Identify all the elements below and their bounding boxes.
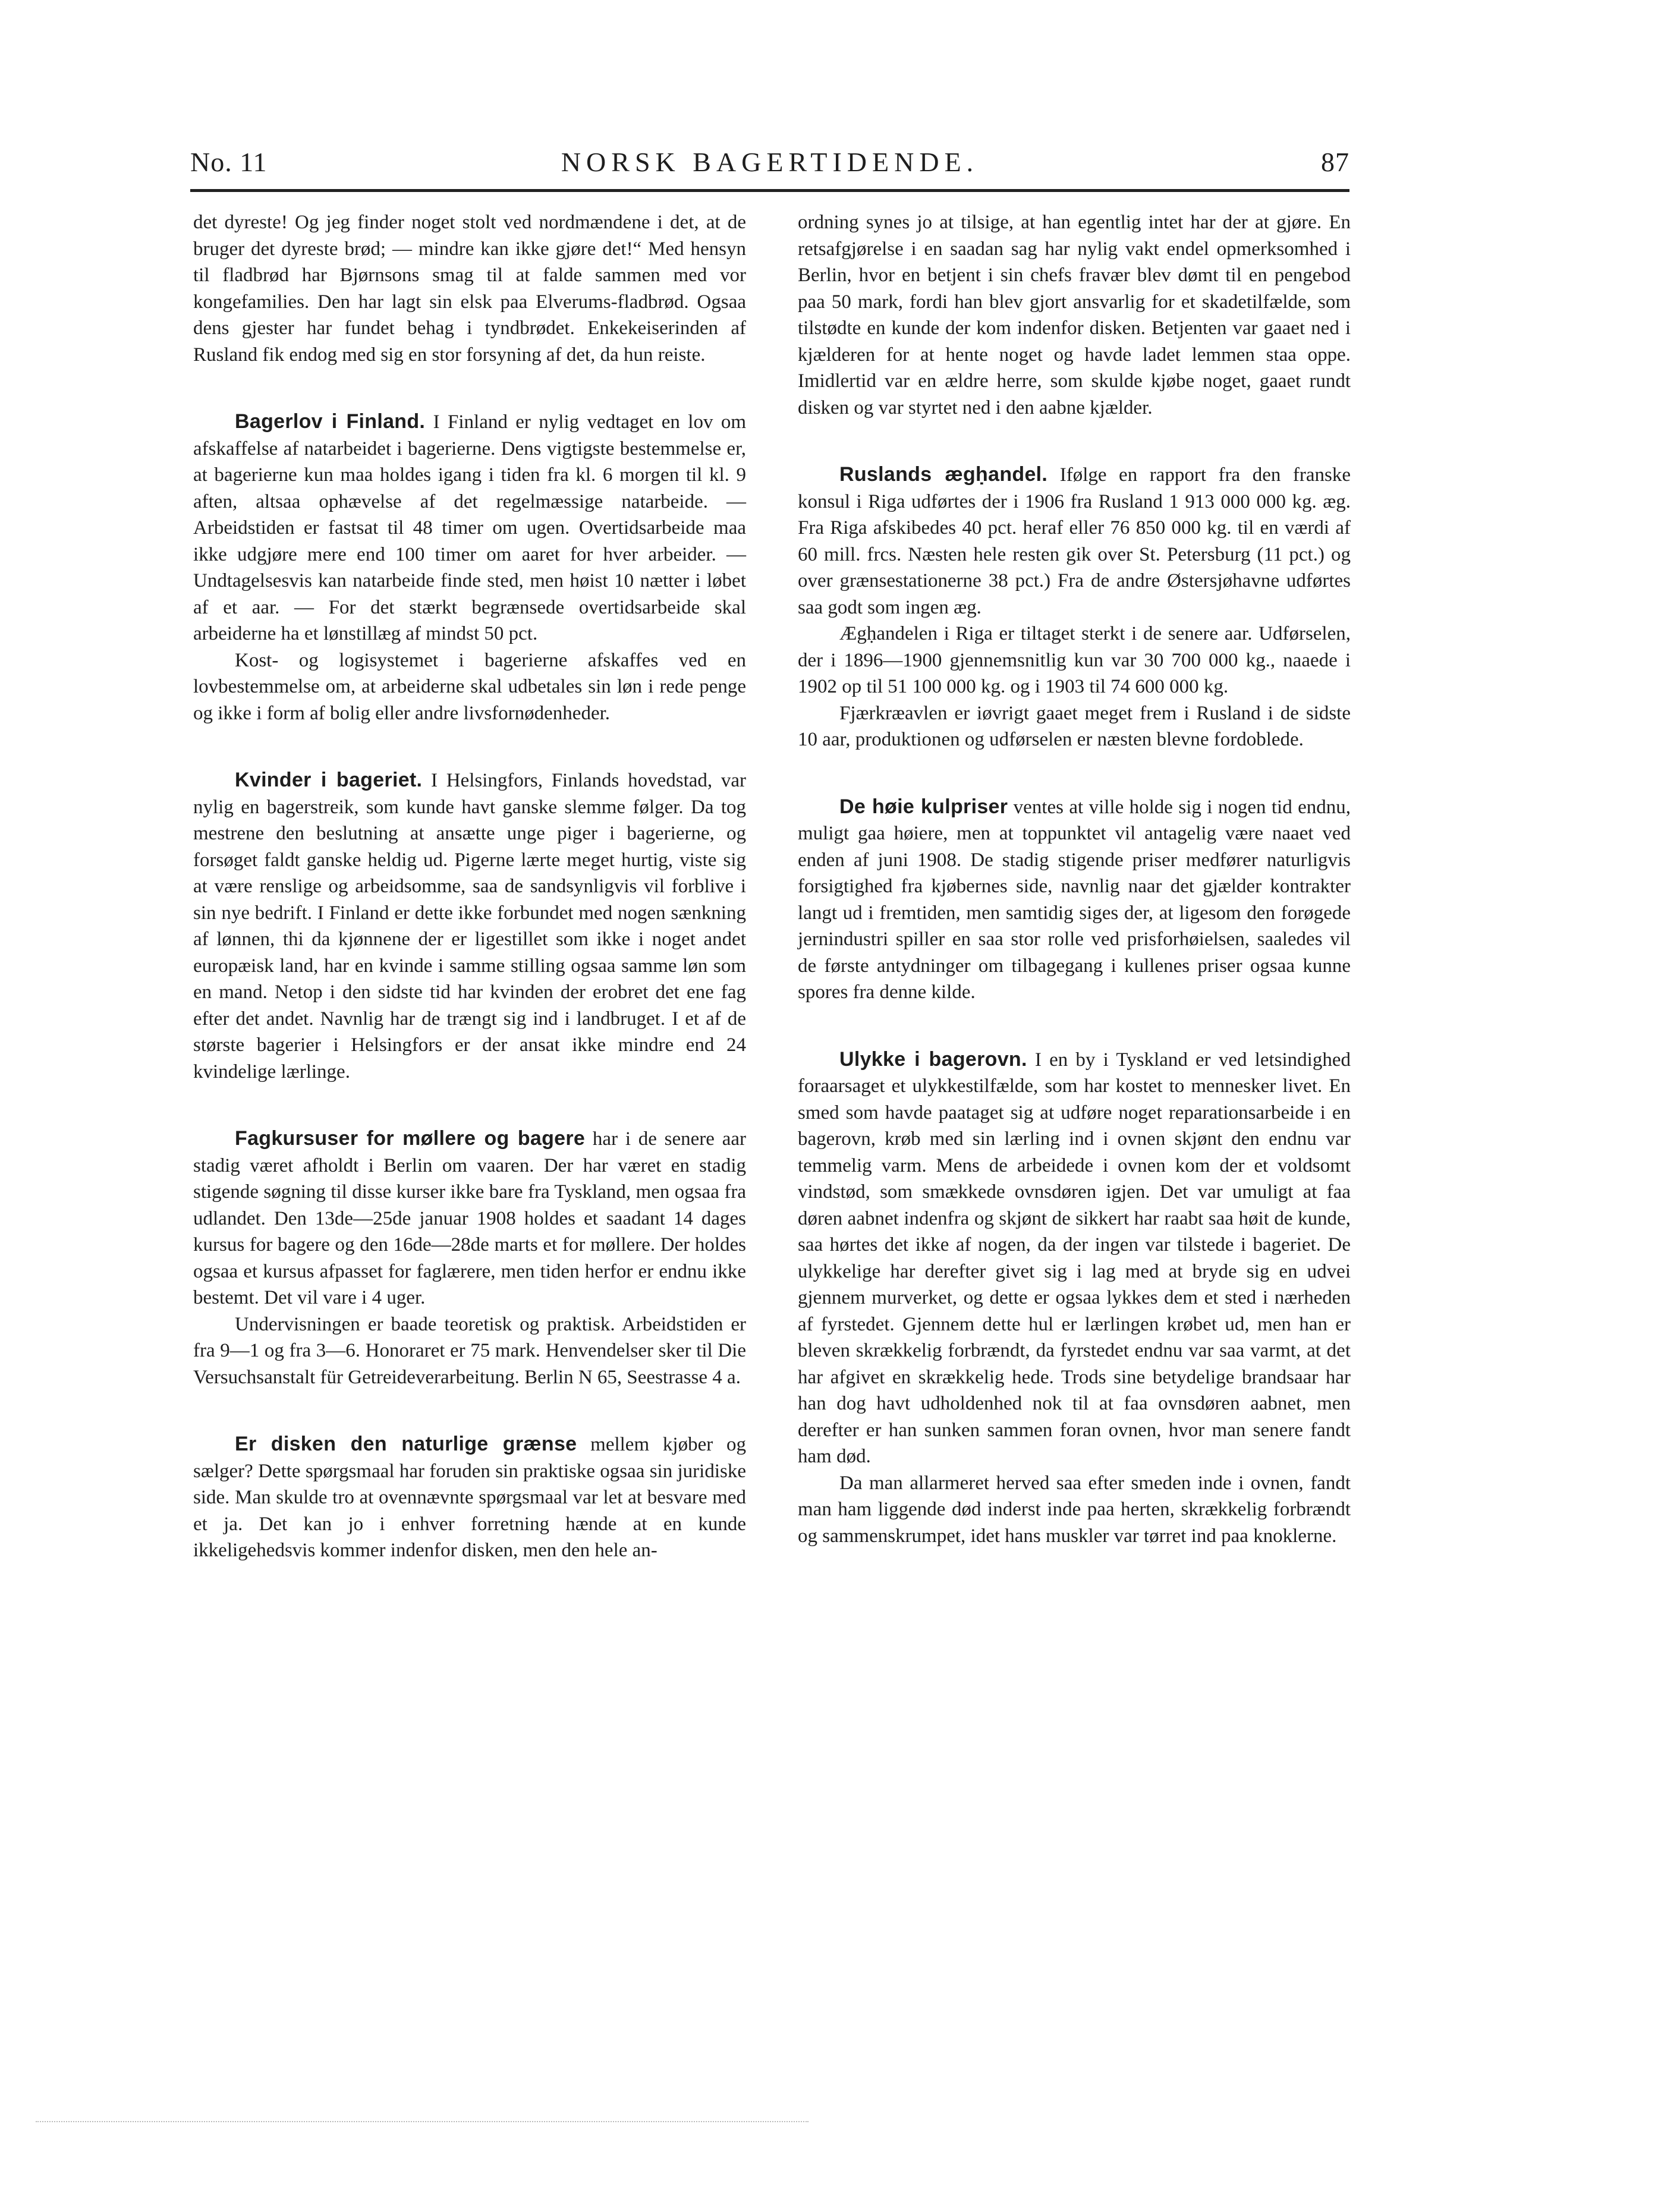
- article-paragraph: Ifølge en rapport fra den franske konsul i Riga udførtes der i 1906 fra Rusland 1 913 000 000 kg. æg. Fra Riga afskibedes 40 pct. heraf eller 76 850 000 kg. til en værdi af 60 mill. frcs. Næsten hele resten gik over St. Petersburg (11 pct.) og over grænsestationerne 38 pct.) Fra de andre Østersjøhavne udførtes saa godt som ingen æg.: [798, 464, 1351, 618]
- left-continuation-paragraph: det dyreste! Og jeg finder noget stolt ved nordmændene i det, at de bruger det dyreste brød; — mindre kan ikke gjøre det!“ Med hensyn til fladbrød har Bjørnsons smag til at falde sammen med vor kongefamilies. Den har lagt sin elsk paa Elverums-fladbrød. Ogsaa dens gjester har fundet behag i tyndbrødet. Enkekeiserinden af Rusland fik endog med sig en stor forsyning af det, da hun reiste.: [193, 212, 746, 366]
- article-paragraph: Undervisningen er baade teoretisk og praktisk. Arbeidstiden er fra 9—1 og fra 3—6. Honoraret er 75 mark. Henvendelser sker til Die Versuchsanstalt für Getreideverarbeitung. Berlin N 65, Seestrasse 4 a.: [193, 1313, 746, 1388]
- article-er-disken-den-naturlige-graense: [193, 1431, 746, 1564]
- article-kvinder-i-bageriet: [193, 767, 746, 1085]
- article-de-hoie-kulpriser: [798, 794, 1351, 1006]
- article-paragraph: mellem kjøber og sælger? Dette spørgsmaal har foruden sin praktiske ogsaa sin juridiske side. Man skulde tro at ovennævnte spørgsmaal var let at besvare med et ja. Det kan jo i enhver forretning hænde at en kunde ikkeligehedsvis kommer indenfor disken, men den hele an-: [193, 1434, 746, 1561]
- article-paragraph: Ægḥandelen i Riga er tiltaget sterkt i de senere aar. Udførselen, der i 1896—1900 gjennemsnitlig kun var 30 700 000 kg., naaede i 1902 op til 51 100 000 kg. og i 1903 til 74 600 000 kg.: [798, 623, 1351, 697]
- article-heading: Kvinder i bageriet.: [235, 769, 423, 791]
- article-paragraph: Da man allarmeret herved saa efter smeden inde i ovnen, fandt man ham liggende død inderst inde paa herten, skrækkelig forbrændt og sammenskrumpet, idet hans muskler var tørret ind paa knoklerne.: [798, 1472, 1351, 1547]
- article-ulykke-i-bagerovn: [798, 1046, 1351, 1550]
- left-column: [193, 209, 746, 1564]
- article-heading: De høie kulpriser: [839, 795, 1008, 818]
- article-paragraph: I Helsingfors, Finlands hovedstad, var nylig en bagerstreik, som kunde havt ganske slemme følger. Da tog mestrene den beslutning at ansætte unge piger i bagerierne, og forsøget faldt ganske heldig ud. Pigerne lærte meget hurtig, viste sig at være renslige og arbeidsomme, saa de sandsynligvis vil forblive i sin nye bedrift. I Finland er dette ikke forbundet med nogen sænkning af lønnen, thi da kjønnene der er ligestillet som ikke i noget andet europæisk land, har en kvinde i samme stilling ogsaa samme løn som en mand. Netop i den sidste tid har kvinden der erobret det ene fag efter det andet. Navnlig har de trængt sig ind i landbruget. I et af de største bagerier i Helsingfors er der ansat ikke mindre end 24 kvindelige lærlinge.: [193, 770, 747, 1083]
- page-number: 87: [1321, 147, 1349, 177]
- article-bagerlov-i-finland: [193, 408, 746, 726]
- article-heading: Ulykke i bagerovn.: [839, 1047, 1027, 1071]
- right-column: [798, 209, 1351, 1549]
- article-heading: Ruslands ægḥandel.: [839, 463, 1048, 486]
- scan-artifact: [36, 2121, 808, 2122]
- header-rule: [190, 189, 1349, 192]
- article-ruslands-aeghandel: [798, 461, 1351, 753]
- article-heading: Bagerlov i Finland.: [235, 410, 426, 433]
- article-paragraph: I en by i Tyskland er ved letsindighed foraarsaget et ulykkestilfælde, som har kostet to mennesker livet. En smed som havde paataget sig at udføre noget reparationsarbeide i en bagerovn, krøb med sin lærling ind i ovnen skjønt den endnu var temmelig varm. Mens de arbeidede i ovnen kom der et voldsomt vindstød, som smækkede ovnsdøren igjen. Det var umuligt at faa døren aabnet indenfra og skjønt de sikkert har raabt saa høit de kunde, saa hørtes det ikke af nogen, da der ingen var tilstede i bageriet. De ulykkelige har derefter givet sig i lag med at bryde sig en udvei gjennem murverket, og dette er ogsaa lykkes dem et sted i nærheden af fyrstedet. Gjennem dette hul er lærlingen krøbet ud, men han er bleven skrækkelig forbrændt, da fyrstedet endnu var saa varmt, at det har afgivet en skrækkelig hede. Trods sine betydelige brandsaar har han dog havt udholdenhed nok til at faa ovnsdøren aabnet, men derefter er han sunken sammen foran ovnen, hvor man senere fandt ham død.: [798, 1049, 1351, 1467]
- article-paragraph: ventes at ville holde sig i nogen tid endnu, muligt gaa høiere, men at toppunktet vil antagelig være naaet ved enden af juni 1908. De stadig stigende priser medfører naturligvis forsigtighed fra kjøbernes side, navnlig naar det gjælder kontrakter langt ud i fremtiden, men samtidig siges der, at ligesom den forøgede jernindustri spiller en saa stor rolle ved prisforhøielsen, saaledes vil de første antydninger om tilbagegang i kullenes priser ogsaa kunne spores fra denne kilde.: [798, 796, 1351, 1003]
- article-paragraph: har i de senere aar stadig været afholdt i Berlin om vaaren. Der har været en stadig stigende søgning til disse kurser ikke bare fra Tyskland, men ogsaa fra udlandet. Den 13de—25de januar 1908 holdes et saadant 14 dages kursus for bagere og den 16de—28de marts et for møllere. Der holdes ogsaa et kursus afpasset for faglærere, men tiden herfor er endnu ikke bestemt. Det vil vare i 4 uger.: [193, 1128, 746, 1308]
- article-paragraph: Kost- og logisystemet i bagerierne afskaffes ved en lovbestemmelse om, at arbeiderne skal udbetales sin løn i rede penge og ikke i form af bolig eller andre livsfornødenheder.: [193, 649, 746, 724]
- article-heading: Fagkursuser for møllere og bagere: [235, 1127, 586, 1150]
- article-paragraph: I Finland er nylig vedtaget en lov om afskaffelse af natarbeidet i bagerierne. Dens vigtigste bestemmelse er, at bagerierne kun maa holdes igang i tiden fra kl. 6 morgen til kl. 9 aften, altsaa ophævelse af det regelmæssige natarbeide. — Arbeidstiden er fastsat til 48 timer om ugen. Overtidsarbeide maa ikke udgjøre mere end 100 timer om aaret for hver arbeider. — Undtagelsesvis kan natarbeide finde sted, men høist 10 nætter i løbet af et aar. — For det stærkt begrænsede overtidsarbeide skal arbeiderne ha et lønstillæg af mindst 50 pct.: [193, 411, 747, 644]
- right-continuation-paragraph: ordning synes jo at tilsige, at han egentlig intet har der at gjøre. En retsafgjørelse i en saadan sag har nylig vakt endel opmerksomhed i Berlin, hvor en betjent i sin chefs fravær blev dømt til en pengebod paa 50 mark, fordi han blev gjort ansvarlig for et skadetilfælde, som tilstødte en kunde der kom indenfor disken. Betjenten var gaaet ned i kjælderen for at hente noget og havde ladet lemmen staa oppe. Imidlertid var en ældre herre, som skulde kjøbe noget, gaaet rundt disken og var styrtet ned i den aabne kjælder.: [798, 212, 1351, 418]
- article-paragraph: Fjærkræavlen er iøvrigt gaaet meget frem i Rusland i de sidste 10 aar, produktionen og udførselen er næsten blevne fordoblede.: [798, 702, 1351, 750]
- issue-number: No. 11: [190, 147, 268, 177]
- article-heading: Er disken den naturlige grænse: [235, 1433, 577, 1455]
- publication-title: NORSK BAGERTIDENDE.: [561, 147, 979, 177]
- page-header: [190, 141, 1349, 183]
- article-fagkursuser: [193, 1125, 746, 1390]
